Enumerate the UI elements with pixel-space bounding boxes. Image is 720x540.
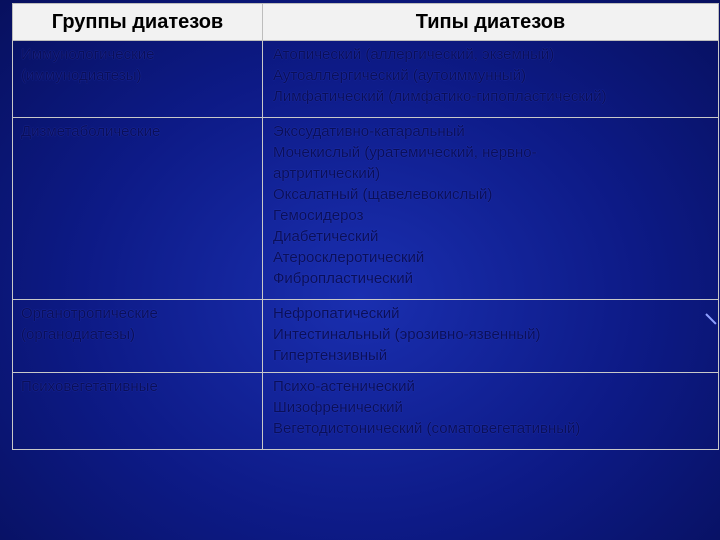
group-cell: Психовегетативные xyxy=(13,373,263,450)
table-row xyxy=(13,373,719,450)
types-cell xyxy=(263,118,719,300)
type-item: Вегетодистонический (соматовегетативный) xyxy=(273,420,581,437)
type-item: Атеросклеротический xyxy=(273,249,425,266)
table-row xyxy=(13,118,719,300)
type-item: Психо-астенический xyxy=(273,378,415,395)
type-item: Оксалатный (щавелевокислый) xyxy=(273,186,493,203)
type-item: Фибропластический xyxy=(273,270,414,287)
type-item: Гипертензивный xyxy=(273,347,388,364)
group-cell: Иммунологические (иммунодиатезы) xyxy=(13,41,263,118)
type-item: Шизофренический xyxy=(273,399,403,416)
header-groups: Группы диатезов xyxy=(13,4,263,41)
type-item: Диабетический xyxy=(273,228,379,245)
group-cell: Дизметаболические xyxy=(13,118,263,300)
type-item: Нефропатический xyxy=(273,305,400,322)
diatheses-table xyxy=(12,3,719,450)
types-cell xyxy=(263,41,719,118)
type-item: Лимфатический (лимфатико-гипопластический) xyxy=(273,88,607,105)
type-item: Интестинальный (эрозивно-язвенный) xyxy=(273,326,541,343)
group-cell: Органотропические (органодиатезы) xyxy=(13,300,263,373)
types-cell xyxy=(263,373,719,450)
table-row xyxy=(13,300,719,373)
type-item: Мочекислый (уратемический, нервно- xyxy=(273,144,537,161)
type-item: артритический) xyxy=(273,165,381,182)
type-item: Атопический (аллергический, экземный) xyxy=(273,46,555,63)
type-item: Аутоаллергический (аутоиммунный) xyxy=(273,67,527,84)
type-item: Экссудативно-катаральный xyxy=(273,123,465,140)
header-types: Типы диатезов xyxy=(263,4,719,41)
table-row xyxy=(13,41,719,118)
header-row xyxy=(13,4,719,41)
type-item: Гемосидероз xyxy=(273,207,364,224)
types-cell xyxy=(263,300,719,373)
